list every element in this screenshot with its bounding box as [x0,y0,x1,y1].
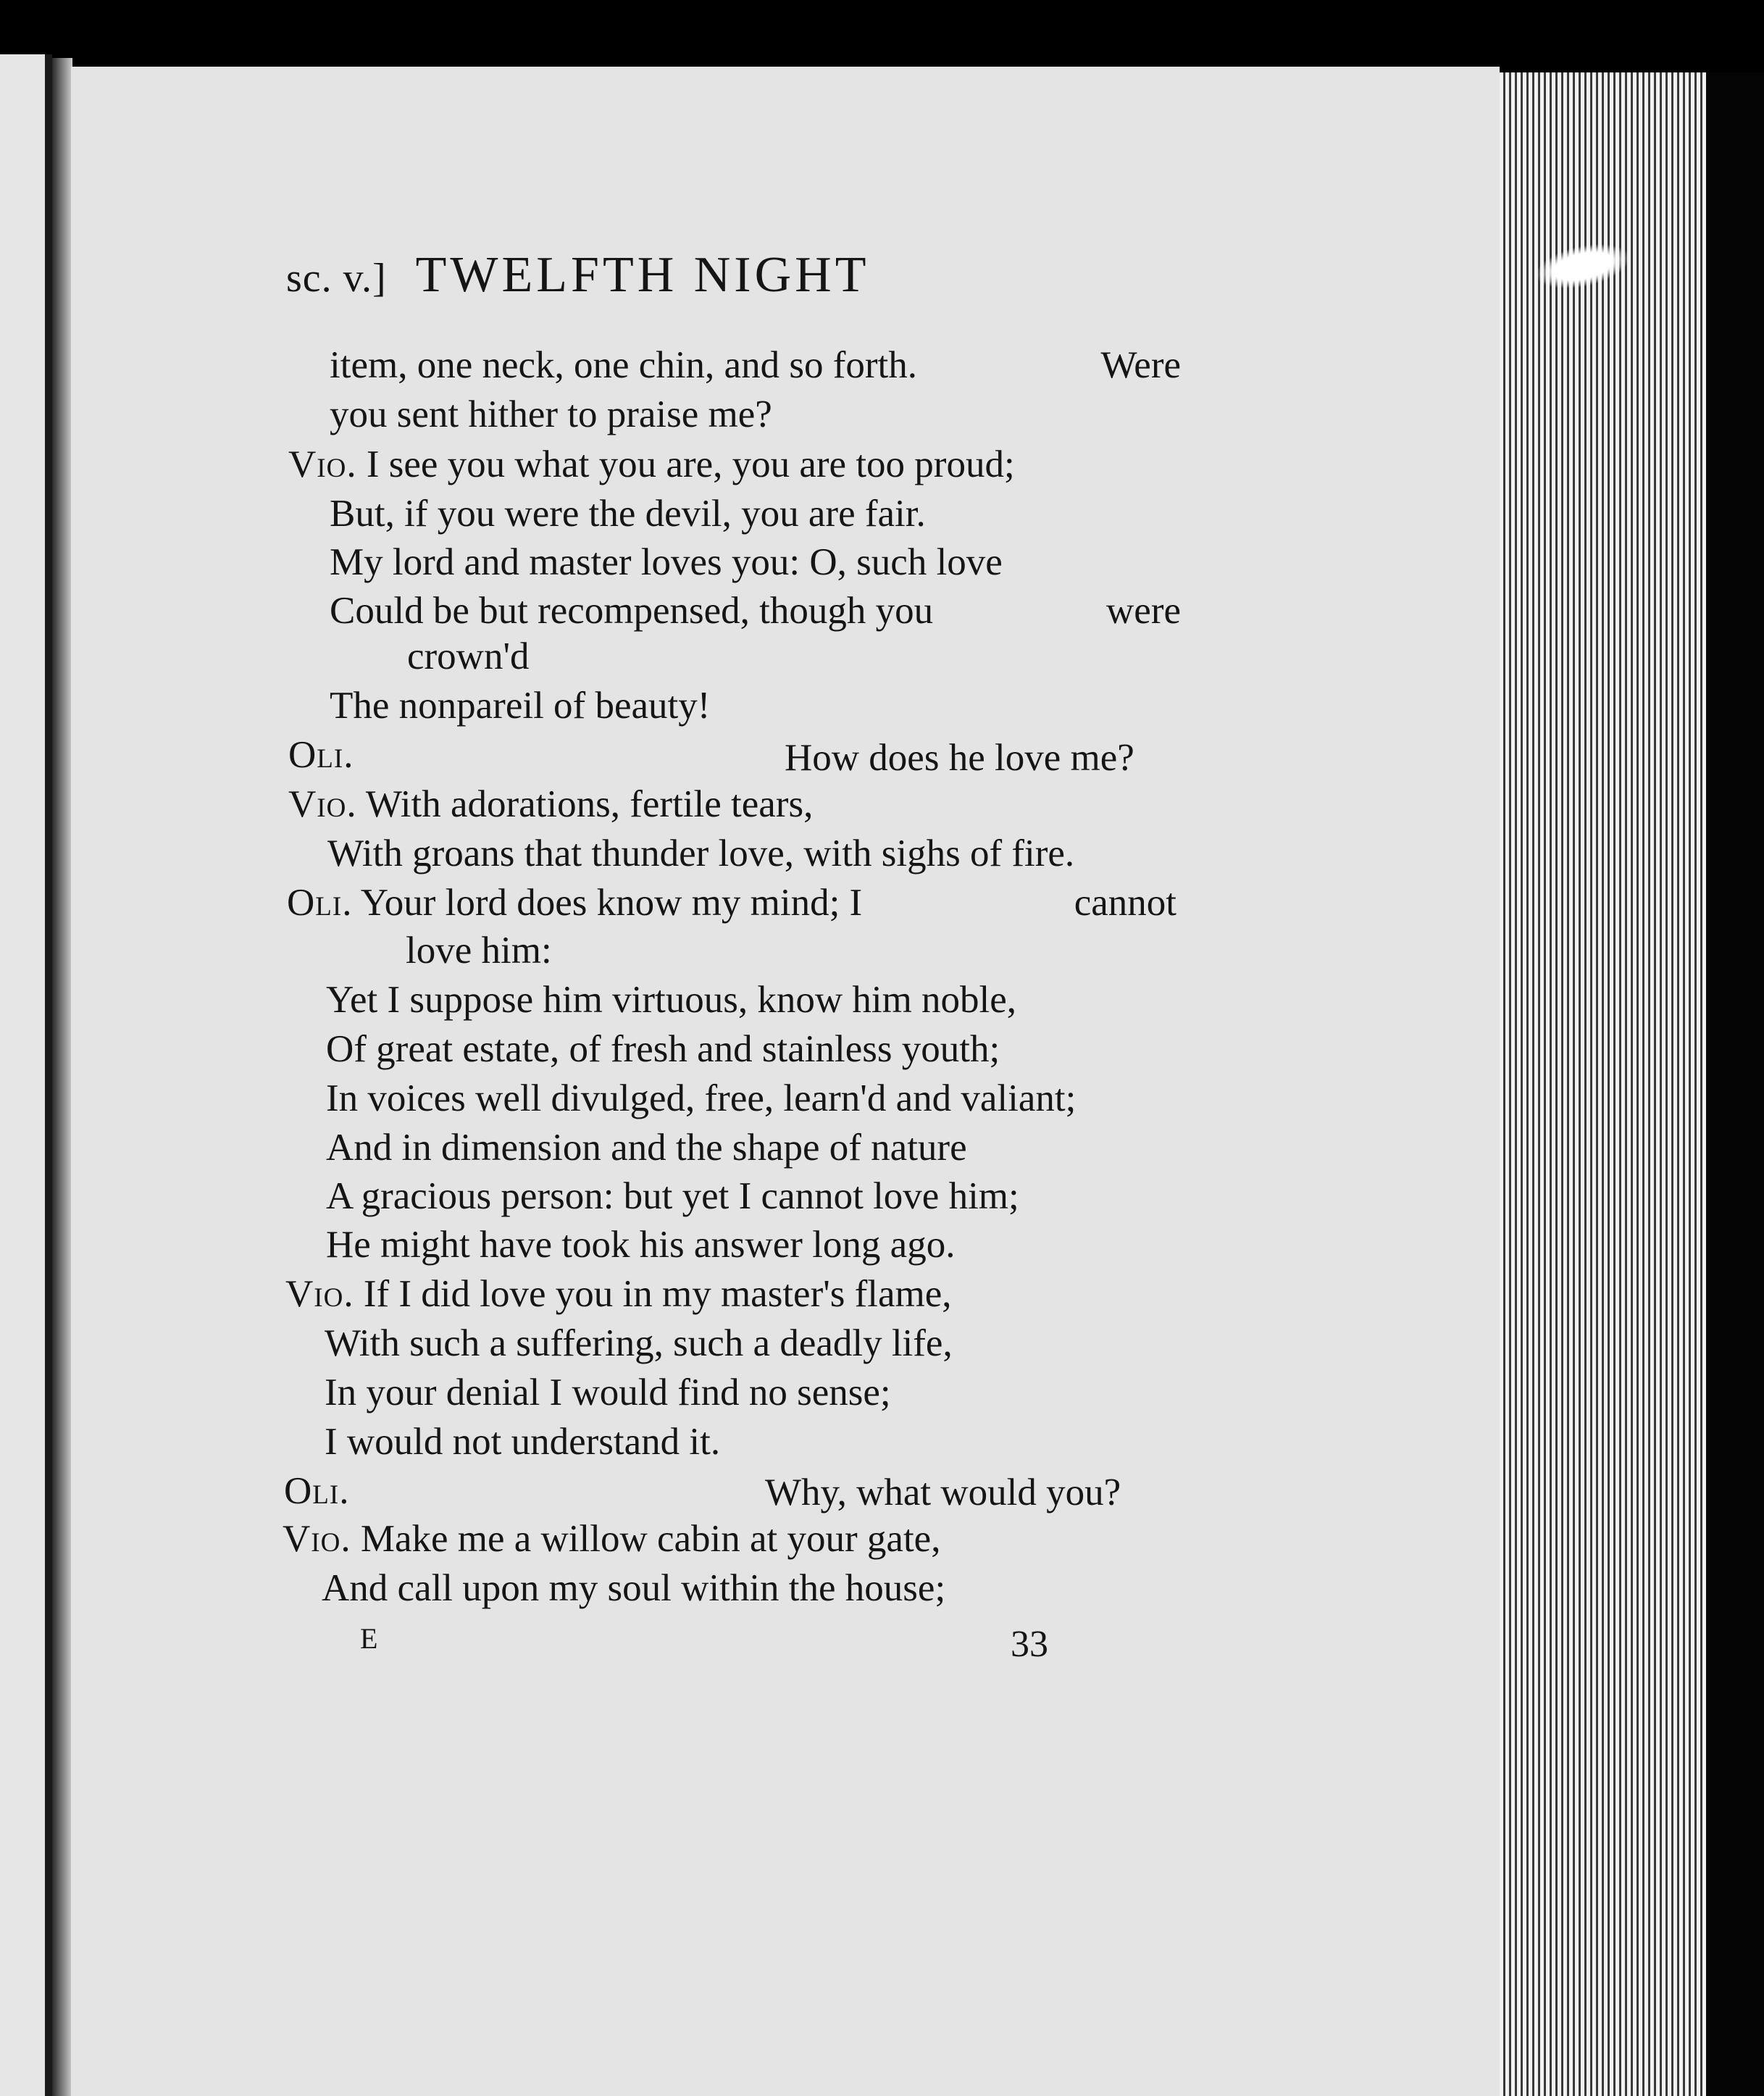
verse-line: With groans that thunder love, with sighs of fire. [327,832,1075,874]
speaker-name: Vio. [288,783,357,825]
verse-line: Yet I suppose him virtuous, know him noble, [326,979,1017,1021]
verse-line [330,592,1181,630]
left-facing-page-edge [0,54,52,2096]
line-text: How does he love me? [785,737,1134,779]
line-text-part: Oli. Your lord does know my mind; I [287,882,863,924]
speaker-name: Vio. [285,1273,354,1315]
verse-line: And call upon my soul within the house; [322,1567,946,1609]
page-number: 33 [1011,1624,1048,1665]
speech-line [283,1520,940,1558]
verse-line: But, if you were the devil, you are fair. [330,493,926,535]
line-text: Make me a willow cabin at your gate, [360,1518,941,1560]
line-text: Why, what would you? [765,1471,1121,1513]
line-text: I see you what you are, you are too proud; [366,443,1015,485]
speaker-name: Oli. [287,882,353,924]
verse-line: With such a suffering, such a deadly life, [325,1322,953,1364]
verse-line: In your denial I would find no sense; [325,1371,891,1414]
running-header [286,246,869,304]
verse-line [330,346,1181,385]
background-dark-edge [1706,72,1764,2096]
speaker-name: Oli. [284,1470,350,1512]
verse-line: My lord and master loves you: O, such love [330,541,1003,583]
verse-line: I would not understand it. [325,1421,721,1463]
signature-mark: E [360,1622,378,1655]
verse-line: He might have took his answer long ago. [326,1224,956,1266]
speaker-name: Vio. [283,1518,351,1560]
verse-line: Of great estate, of fresh and stainless youth; [326,1028,1000,1070]
speech-line [288,736,354,774]
speech-line [288,785,813,824]
verse-line: And in dimension and the shape of nature [326,1127,967,1169]
line-text-part: item, one neck, one chin, and so forth. [330,344,917,386]
gutter-shadow [52,58,72,2096]
line-text: If I did love you in my master's flame, [363,1273,952,1315]
verse-line: A gracious person: but yet I cannot love him; [326,1175,1019,1217]
verse-line: The nonpareil of beauty! [330,685,711,727]
verse-line: In voices well divulged, free, learn'd and valiant; [326,1077,1077,1119]
verse-line-turnover: crown'd [407,635,530,677]
speech-line [287,884,1176,922]
speech-line [288,443,1015,485]
line-text: With adorations, fertile tears, [365,783,814,825]
verse-line: you sent hither to praise me? [330,393,772,435]
line-text-part: Were [1100,344,1181,386]
line-text-part: Could be but recompensed, though you [330,590,934,632]
line-text-part: were [1106,590,1181,632]
speaker-name: Oli. [288,734,354,776]
page-block-edges [1500,72,1710,2096]
speaker-name: Vio. [288,443,357,485]
speech-line [284,1472,349,1511]
speech-line [285,1275,952,1314]
play-title: TWELFTH NIGHT [415,247,870,303]
scene-label: sc. v.] [286,256,387,301]
verse-line-turnover: love him: [406,930,552,972]
line-text-part: cannot [1074,882,1176,924]
